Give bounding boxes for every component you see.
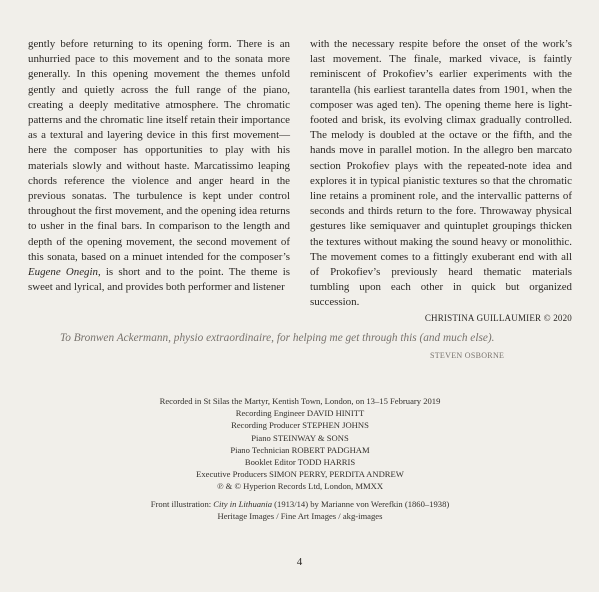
author-signature: CHRISTINA GUILLAUMIER © 2020: [424, 312, 572, 323]
credit-editor: Booklet Editor TODD HARRIS: [244, 457, 356, 468]
credit-technician: Piano Technician ROBERT PADGHAM: [230, 444, 370, 455]
credit-images: Heritage Images / Fine Art Images / akg-images: [217, 510, 383, 521]
recording-credits: [40, 395, 560, 522]
credit-front-illustration: [40, 498, 560, 510]
front-illustration-prefix: Front illustration:: [150, 498, 214, 509]
essay-paragraph: [28, 37, 290, 295]
dedication: To Bronwen Ackermann, physio extraordinaire, for helping me get through this (and much else).: [60, 332, 495, 344]
credit-executive: Executive Producers SIMON PERRY, PERDITA ANDREW: [196, 469, 404, 480]
credit-piano: Piano STEINWAY & SONS: [251, 432, 349, 443]
essay-text: gently before returning to its opening form. There is an unhurried pace to this movement and to the sonata more generally. In this opening movement the themes unfold gently and quietly across the full range of the piano, creating a deeply meditative atmosphere. The chromatic patterns and the chromatic line itself retain their importance as a textural and layering device in this first movement—here the composer has opportunities to play with his materials slowly and without haste. Marcatissimo leaping chords reference the violence and anger heard in the previous sonatas. The turbulence is kept under control throughout the first movement, and the opening idea returns to usher in the final bars. In comparison to the length and depth of the opening movement, the second movement of this sonata, based on a minuet intended for the composer’s: [28, 38, 290, 263]
credit-producer: Recording Producer STEPHEN JOHNS: [231, 420, 369, 431]
credit-engineer: Recording Engineer DAVID HINITT: [235, 408, 365, 419]
essay-left-column: [28, 37, 290, 295]
page-number: 4: [296, 556, 303, 568]
essay-paragraph: with the necessary respite before the onset of the work’s last movement. The finale, marked vivace, is faintly reminiscent of Prokofiev’s earlier experiments with the tarantella (his earliest tarantella dates from 1901, when the composer was aged ten). The opening theme here is light-footed and brisk, its evolving climax gradually controlled. The melody is doubled at the octave or the fifth, and the hands move in parallel motion. In the allegro ben marcato section Prokofiev plays with the repeated-note idea and explores it in typical pianistic textures so that the chromatic line retains a prominent role, and the intervallic patterns of seconds and thirds return to the fore. Throwaway physical gestures like semiquaver and quintuplet groupings thicken the textures without making the sound heavy or monolithic. The movement comes to a fittingly exuberant end with all of Prokofiev’s previously heard thematic materials tumbling upon each other in quick but organized succession.: [310, 38, 572, 309]
essay-right-column: [310, 37, 572, 325]
front-illustration-suffix: (1913/14) by Marianne von Werefkin (1860–1938): [272, 498, 450, 509]
essay-text: , is short and to the point. The theme is sweet and lyrical, and provides both performer and listener: [28, 266, 290, 294]
dedication-signature: STEVEN OSBORNE: [430, 351, 505, 360]
credit-copyright: ℗ & © Hyperion Records Ltd, London, MMXX: [216, 481, 384, 492]
credit-recorded: Recorded in St Silas the Martyr, Kentish Town, London, on 13–15 February 2019: [159, 396, 441, 406]
front-illustration-title: City in Lithuania: [213, 498, 273, 509]
work-title: Eugene Onegin: [28, 266, 98, 279]
